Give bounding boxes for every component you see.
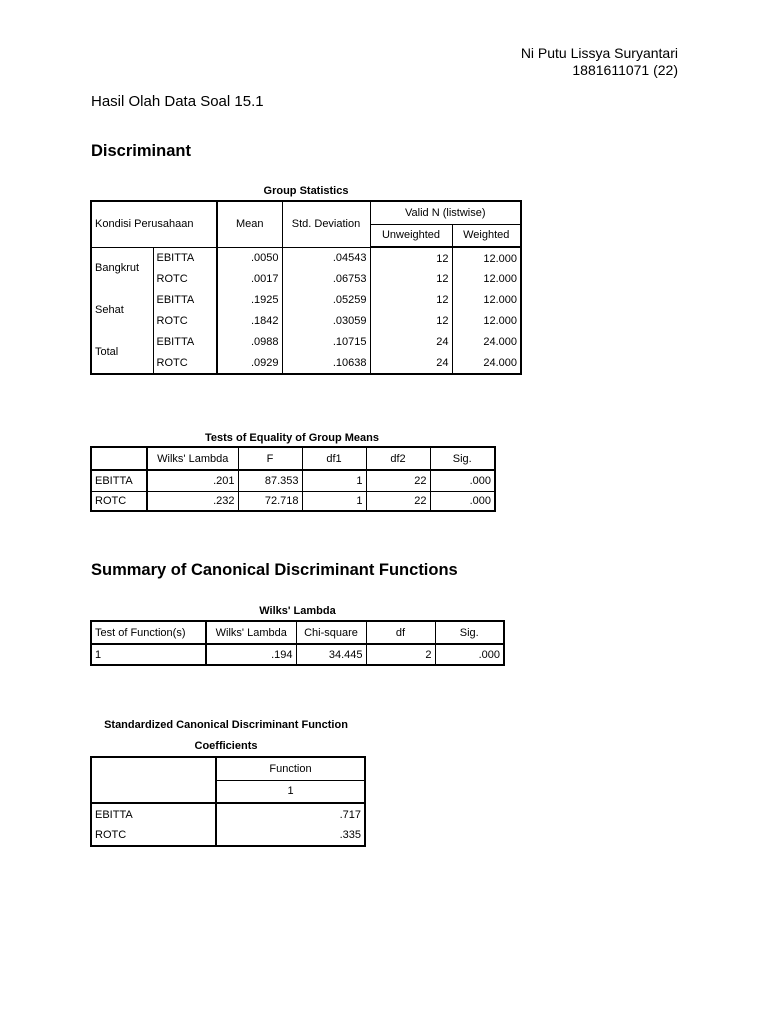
heading-discriminant: Discriminant (91, 142, 191, 160)
cell-value: .232 (147, 491, 238, 511)
header-std: Std. Deviation (282, 201, 370, 247)
header-test-of-function: Test of Function(s) (91, 621, 206, 644)
equality-tests-caption: Tests of Equality of Group Means (205, 432, 379, 444)
cell-weighted: 12.000 (452, 269, 521, 289)
cell-value: .000 (430, 491, 495, 511)
cell-value: .717 (216, 803, 365, 825)
cell-unweighted: 12 (370, 289, 452, 310)
cell-value: 1 (302, 470, 366, 491)
group-name: Total (91, 331, 153, 374)
standardized-caption-line2: Coefficients (194, 740, 258, 752)
cell-value: .000 (435, 644, 504, 665)
header-sig: Sig. (435, 621, 504, 644)
cell-weighted: 12.000 (452, 310, 521, 331)
cell-function: 1 (91, 644, 206, 665)
cell-mean: .0929 (217, 352, 282, 374)
header-df: df (366, 621, 435, 644)
header-wilks-lambda: Wilks' Lambda (206, 621, 296, 644)
header-df2: df2 (366, 447, 430, 470)
row-var: EBITTA (153, 247, 217, 269)
row-var: ROTC (153, 352, 217, 374)
header-chi-square: Chi-square (296, 621, 366, 644)
row-var: ROTC (153, 269, 217, 289)
heading-summary: Summary of Canonical Discriminant Functions (91, 561, 458, 579)
group-statistics-table (90, 200, 522, 375)
cell-value: .000 (430, 470, 495, 491)
header-kondisi: Kondisi Perusahaan (91, 201, 217, 247)
group-statistics-caption: Group Statistics (263, 185, 349, 197)
cell-weighted: 12.000 (452, 247, 521, 269)
header-empty (91, 447, 147, 470)
author-block (521, 45, 678, 79)
cell-unweighted: 12 (370, 247, 452, 269)
cell-unweighted: 12 (370, 269, 452, 289)
header-df1: df1 (302, 447, 366, 470)
cell-weighted: 24.000 (452, 352, 521, 374)
standardized-caption-line1: Standardized Canonical Discriminant Function (104, 719, 348, 731)
cell-mean: .1925 (217, 289, 282, 310)
header-valid-n: Valid N (listwise) (370, 201, 521, 224)
cell-value: 22 (366, 470, 430, 491)
row-var: ROTC (91, 825, 216, 846)
header-function-number: 1 (216, 780, 365, 803)
cell-unweighted: 24 (370, 331, 452, 352)
cell-value: 34.445 (296, 644, 366, 665)
header-unweighted: Unweighted (370, 224, 452, 247)
group-name: Bangkrut (91, 247, 153, 289)
cell-value: 72.718 (238, 491, 302, 511)
row-var: EBITTA (91, 470, 147, 491)
cell-mean: .0988 (217, 331, 282, 352)
row-var: EBITTA (91, 803, 216, 825)
cell-value: .194 (206, 644, 296, 665)
cell-unweighted: 24 (370, 352, 452, 374)
document-title: Hasil Olah Data Soal 15.1 (91, 93, 264, 110)
cell-std: .06753 (282, 269, 370, 289)
header-weighted: Weighted (452, 224, 521, 247)
cell-value: 1 (302, 491, 366, 511)
cell-std: .10638 (282, 352, 370, 374)
cell-std: .03059 (282, 310, 370, 331)
cell-value: .201 (147, 470, 238, 491)
cell-value: 87.353 (238, 470, 302, 491)
cell-mean: .1842 (217, 310, 282, 331)
cell-mean: .0017 (217, 269, 282, 289)
header-function: Function (216, 757, 365, 780)
row-var: ROTC (91, 491, 147, 511)
group-name: Sehat (91, 289, 153, 331)
author-name: Ni Putu Lissya Suryantari (520, 45, 678, 61)
row-var: EBITTA (153, 331, 217, 352)
row-var: ROTC (153, 310, 217, 331)
header-sig: Sig. (430, 447, 495, 470)
standardized-table (90, 756, 366, 847)
cell-std: .04543 (282, 247, 370, 269)
header-empty (91, 757, 216, 780)
header-f: F (238, 447, 302, 470)
cell-mean: .0050 (217, 247, 282, 269)
equality-tests-table (90, 446, 496, 512)
cell-weighted: 12.000 (452, 289, 521, 310)
wilks-lambda-caption: Wilks' Lambda (259, 605, 336, 617)
cell-value: 22 (366, 491, 430, 511)
cell-value: 2 (366, 644, 435, 665)
cell-std: .10715 (282, 331, 370, 352)
header-mean: Mean (217, 201, 282, 247)
wilks-lambda-table (90, 620, 505, 666)
cell-unweighted: 12 (370, 310, 452, 331)
cell-value: .335 (216, 825, 365, 846)
row-var: EBITTA (153, 289, 217, 310)
header-empty (91, 780, 216, 803)
author-id: 1881611071 (22) (572, 62, 678, 78)
cell-std: .05259 (282, 289, 370, 310)
header-wilks-lambda: Wilks' Lambda (147, 447, 238, 470)
cell-weighted: 24.000 (452, 331, 521, 352)
